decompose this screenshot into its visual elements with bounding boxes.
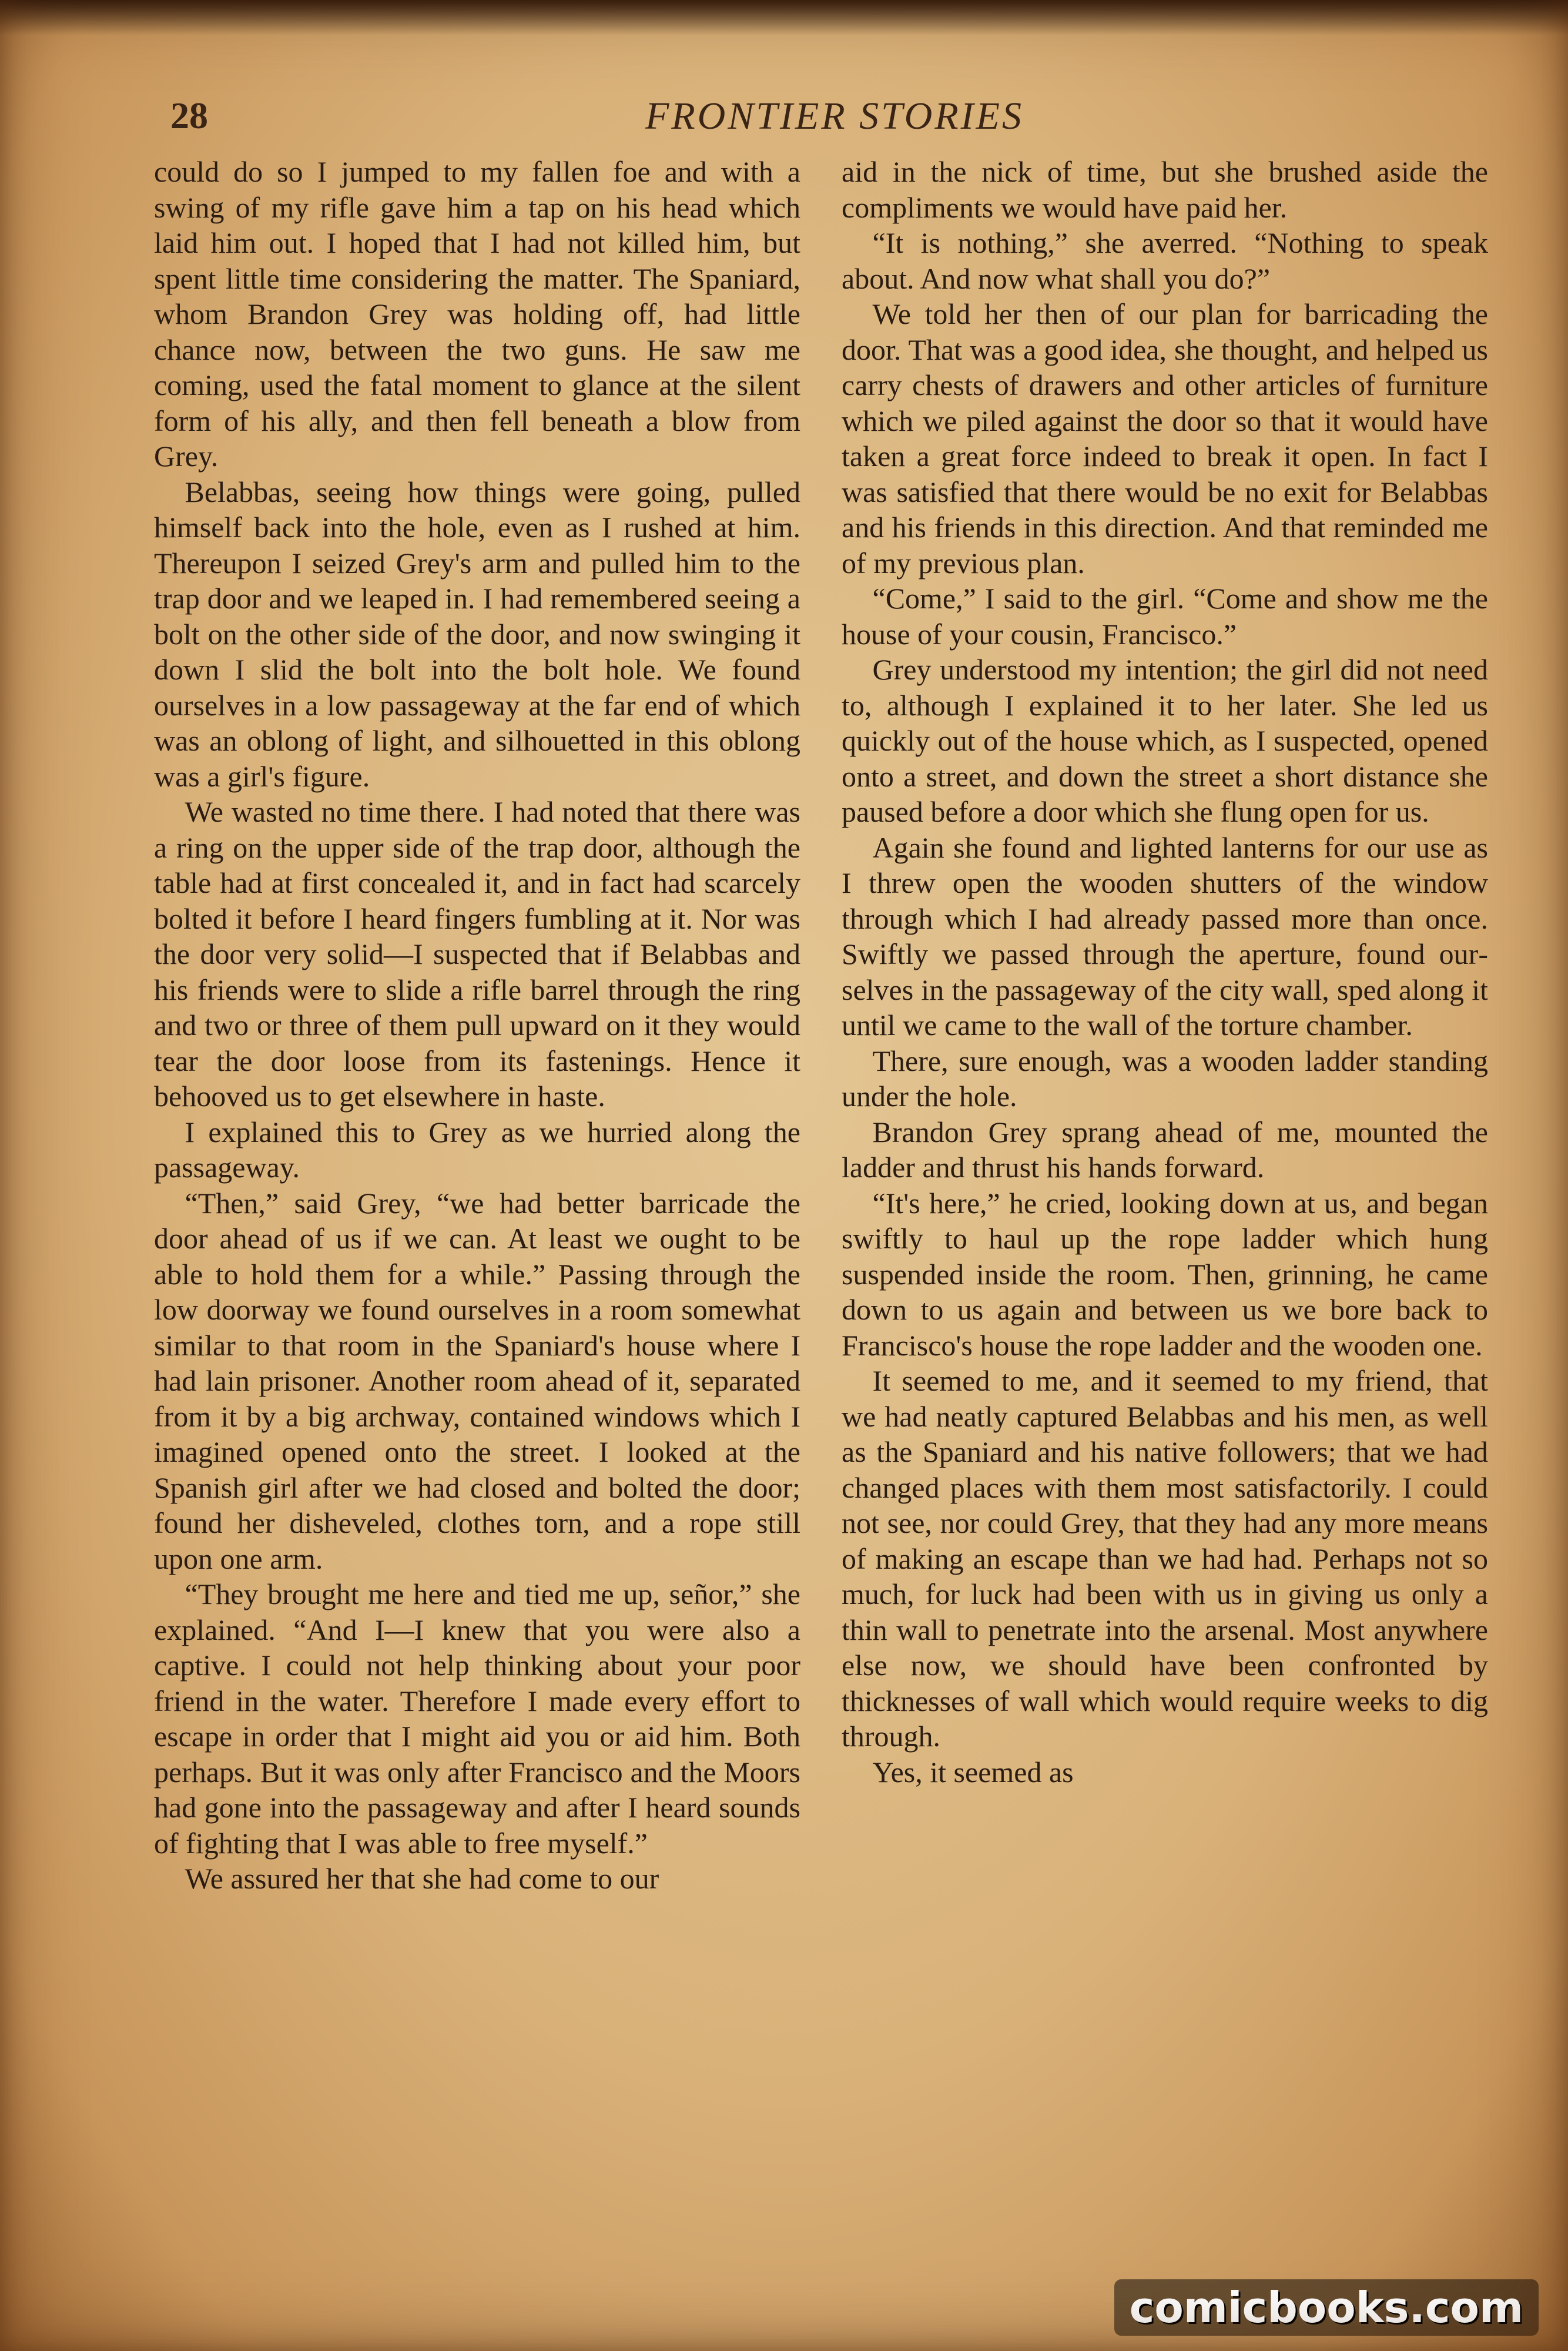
paragraph: “It's here,” he cried, looking down at us, and began swiftly to haul up the rope ladder which hung suspended inside the room. Then, grinning, he came down to us again and between us we bore back to Francisco's house the rope ladder and the wooden one. [842, 1186, 1488, 1362]
paragraph: Belabbas, seeing how things were going, pulled himself back into the hole, even as I rushed at him. Thereupon I seized Grey's arm and pulled him to the trap door and we leaped in. I had remembered seeing a bolt on the other side of the door, and now swinging it down I slid the bolt into the bolt hole. We found ourselves in a low passageway at the far end of which was an oblong of light, and silhouetted in this oblong was a girl's figure. [154, 475, 800, 793]
page-header [170, 94, 1499, 147]
paragraph: There, sure enough, was a wooden ladder standing under the hole. [842, 1044, 1488, 1113]
paragraph: “Then,” said Grey, “we had better barricade the door ahead of us if we can. At least we ought to be able to hold them for a while.” Passing through the low doorway we found ourselves in a room somewhat similar to that room in the Spaniard's house where I had lain prisoner. Another room ahead of it, separated from it by a big archway, contained windows which I imagined opened onto the street. I looked at the Spanish girl after we had closed and bolted the door; found her disheveled, clothes torn, and a rope still upon one arm. [154, 1186, 800, 1575]
paragraph: “It is nothing,” she averred. “Nothing to speak about. And now what shall you do?” [842, 226, 1488, 295]
paragraph: I explained this to Grey as we hurried along the passageway. [154, 1115, 800, 1184]
paragraph: We assured her that she had come to our [185, 1862, 659, 1895]
paragraph: Again she found and lighted lanterns for our use as I threw open the wooden shutters of the window through which I had already passed more than once. Swiftly we passed through the aperture, found ourselves in the passageway of the city wall, sped along it until we came to the wall of the torture chamber. [842, 830, 1488, 1041]
paragraph: “Come,” I said to the girl. “Come and show me the house of your cousin, Francisco.” [842, 582, 1488, 651]
paragraph: It seemed to me, and it seemed to my friend, that we had neatly captured Belabbas and his men, as well as the Spaniard and his native followers; that we had changed places with them most satisfactorily. I could not see, nor could Grey, that they had any more means of making an escape than we had had. Perhaps not so much, for luck had been with us in giving us only a thin wall to penetrate into the arsenal. Most anywhere else now, we should have been confronted by thicknesses of wall which would require weeks to dig through. [842, 1364, 1488, 1753]
top-shadow [0, 0, 1568, 35]
right-column [842, 154, 1488, 1790]
paragraph: could do so I jumped to my fallen foe and with a swing of my rifle gave him a tap on his head which laid him out. I hoped that I had not killed him, but spent little time considering the matter. The Spaniard, whom Brandon Grey was holding off, had little chance now, between the two guns. He saw me coming, used the fatal moment to glance at the silent form of his ally, and then fell beneath a blow from Grey. [154, 155, 800, 473]
paragraph: We wasted no time there. I had noted that there was a ring on the upper side of the trap door, although the table had at first concealed it, and in fact had scarcely bolted it before I heard fingers fumbling at it. Nor was the door very solid—I suspected that if Belabbas and his friends were to slide a rifle barrel through the ring and two or three of them pull upward on it they would tear the door loose from its fastenings. Hence it behooved us to get elsewhere in haste. [154, 795, 800, 1113]
paragraph: “They brought me here and tied me up, señor,” she explained. “And I—I knew that you were also a captive. I could not help thinking about your poor friend in the water. Therefore I made every effort to escape in order that I might aid you or aid him. Both perhaps. But it was only after Francisco and the Moors had gone into the passageway and after I heard sounds of fighting that I was able to free myself.” [154, 1578, 800, 1860]
page-number: 28 [170, 95, 208, 136]
paragraph: We told her then of our plan for barricading the door. That was a good idea, she thought, and helped us carry chests of drawers and other articles of furniture which we piled against the door so that it would have taken a great force indeed to break it open. In fact I was satisfied that there would be no exit for Belabbas and his friends in this direction. And that reminded me of my previous plan. [842, 297, 1488, 580]
left-column [154, 154, 800, 1897]
watermark-logo: comicbooks.com [1114, 2279, 1539, 2336]
paragraph: Yes, it seemed as [872, 1755, 1074, 1789]
paragraph: aid in the nick of time, but she brushed aside the compliments we would have paid her. [842, 155, 1488, 224]
running-head: FRONTIER STORIES [645, 95, 1024, 138]
paragraph: Brandon Grey sprang ahead of me, mounted the ladder and thrust his hands forward. [842, 1115, 1488, 1184]
paragraph: Grey understood my intention; the girl did not need to, although I explained it to her later. She led us quickly out of the house which, as I suspected, opened onto a street, and down the street a short distance she paused before a door which she flung open for us. [842, 653, 1488, 828]
